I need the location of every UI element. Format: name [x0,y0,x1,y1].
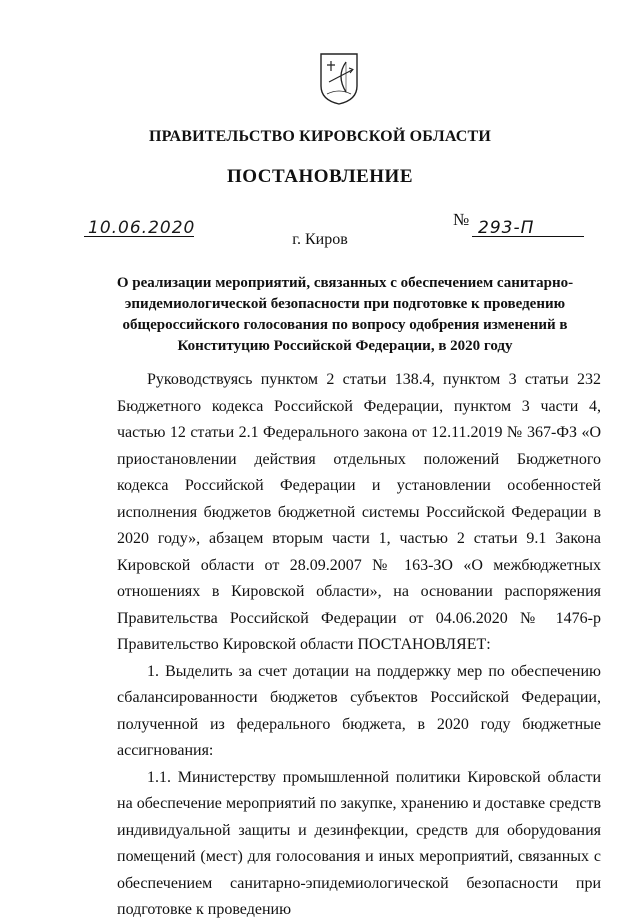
document-subject: О реализации мероприятий, связанных с обеспечением санитарно-эпидемиологической безопасности при подготовке к проведению общероссийского голосования по вопросу одобрения изменений в Конституцию Российской Федерации, в 2020 году [116,275,574,354]
clause-1-1: 1.1. Министерству промышленной политики Кировской области на обеспечение мероприятий по закупке, хранению и доставке средств индивидуальной защиты и дезинфекции, средств для оборудования помещений (мест) для голосования и иных мероприятий, связанных с обеспечением санитарно-эпидемиологической безопасности при подготовке к проведению [117,768,601,918]
document-city: г. Киров [292,231,348,248]
number-sign: № [453,210,470,229]
preamble-paragraph: Руководствуясь пунктом 2 статьи 138.4, пунктом 3 статьи 232 Бюджетного кодекса Российской Федерации, пунктом 3 части 4, частью 12 статьи 2.1 Федерального закона от 12.11.2019 № 367-ФЗ «О приостановлении действия отдельных положений Бюджетного кодекса Российской Федерации и установлении особенностей исполнения бюджетов бюджетной системы Российской Федерации в 2020 году», абзацем вторым части 1, частью 2 статьи 9.1 Закона Кировской области от 28.09.2007 № 163-ЗО «О межбюджетных отношениях в Кировской области», на основании распоряжения Правительства Российской Федерации от 04.06.2020 № 1476-р Правительство Кировской области ПОСТАНОВЛЯЕТ: [117,371,601,653]
document-date: 10.06.2020 [88,218,196,238]
authority-name: ПРАВИТЕЛЬСТВО КИРОВСКОЙ ОБЛАСТИ [148,128,492,145]
document-body [117,367,601,924]
document-type: ПОСТАНОВЛЕНИЕ [226,166,414,187]
document-number: 293-П [478,218,535,238]
kirov-coat-of-arms-icon [319,52,359,106]
clause-1: 1. Выделить за счет дотации на поддержку мер по обеспечению сбалансированности бюджетов субъектов Российской Федерации, полученной из федерального бюджета, в 2020 году бюджетные ассигнования: [117,662,601,759]
